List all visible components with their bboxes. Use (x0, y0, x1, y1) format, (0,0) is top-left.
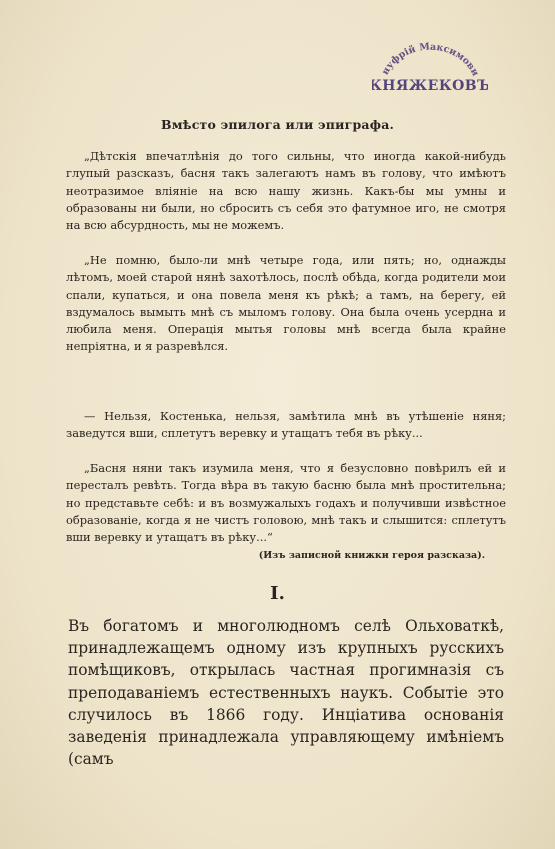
epigraph-block (66, 408, 506, 443)
epigraph-block (66, 460, 506, 546)
epigraph-paragraph: „Басня няни такъ изумила меня, что я безусловно повѣрилъ ей и пересталъ ревѣть. Тогда вѣра въ такую басню была мнѣ простительна; но представьте себѣ: и въ возмужалыхъ годахъ и получивши извѣстное образованіе, когда я не чистъ головою, мнѣ такъ и слышится: сплетутъ вши веревку и утащатъ въ рѣку...“ (66, 461, 506, 545)
ownership-stamp (372, 20, 488, 108)
epigraph-block (66, 252, 506, 356)
body-text (68, 615, 504, 770)
epigraph-paragraph: „Не помню, было-ли мнѣ четыре года, или пять; но, однажды лѣтомъ, моей старой нянѣ захотѣлось, послѣ обѣда, когда родители мои спали, купаться, и она повела меня къ рѣкѣ; а тамъ, на берегу, ей вздумалось вымыть мнѣ съ мыломъ голову. Она была очень усердна и любила меня. Операція мытья головы мнѣ всегда была крайне непріятна, и я разревѣлся. (66, 253, 506, 354)
stamp-graphic (372, 20, 488, 108)
svg-text:КНЯЖЕКОВЪ: КНЯЖЕКОВЪ (372, 78, 488, 94)
epigraph-block (66, 148, 506, 234)
epigraph-paragraph: „Дѣтскія впечатлѣнія до того сильны, что иногда какой-нибудь глупый разсказъ, басня такъ залегаютъ намъ въ голову, что имѣютъ неотразимое вліяніе на всю нашу жизнь. Какъ-бы мы умны и образованы ни были, но сбросить съ себя это фатумное иго, не смотря на всю абсурдность, мы не можемъ. (66, 149, 506, 233)
epigraph-title: Вмѣсто эпилога или эпиграфа. (160, 117, 395, 132)
chapter-number: I. (270, 583, 285, 604)
epigraph-source: (Изъ записной книжки героя разсказа). (258, 550, 485, 561)
epigraph-paragraph: — Нельзя, Костенька, нельзя, замѣтила мнѣ въ утѣшеніе няня; заведутся вши, сплетутъ веревку и утащатъ тебя въ рѣку... (66, 409, 506, 441)
svg-text:Онуфрій Максимович: нуфрій Максимови (379, 41, 481, 78)
body-paragraph: Въ богатомъ и многолюдномъ селѣ Ольховаткѣ, принадлежащемъ одному изъ крупныхъ русскихъ помѣщиковъ, открылась частная прогимназія съ преподаваніемъ естественныхъ наукъ. Событіе это случилось въ 1866 году. Инціатива основанія заведенія принадлежала управляющему имѣніемъ (самъ (68, 617, 504, 769)
